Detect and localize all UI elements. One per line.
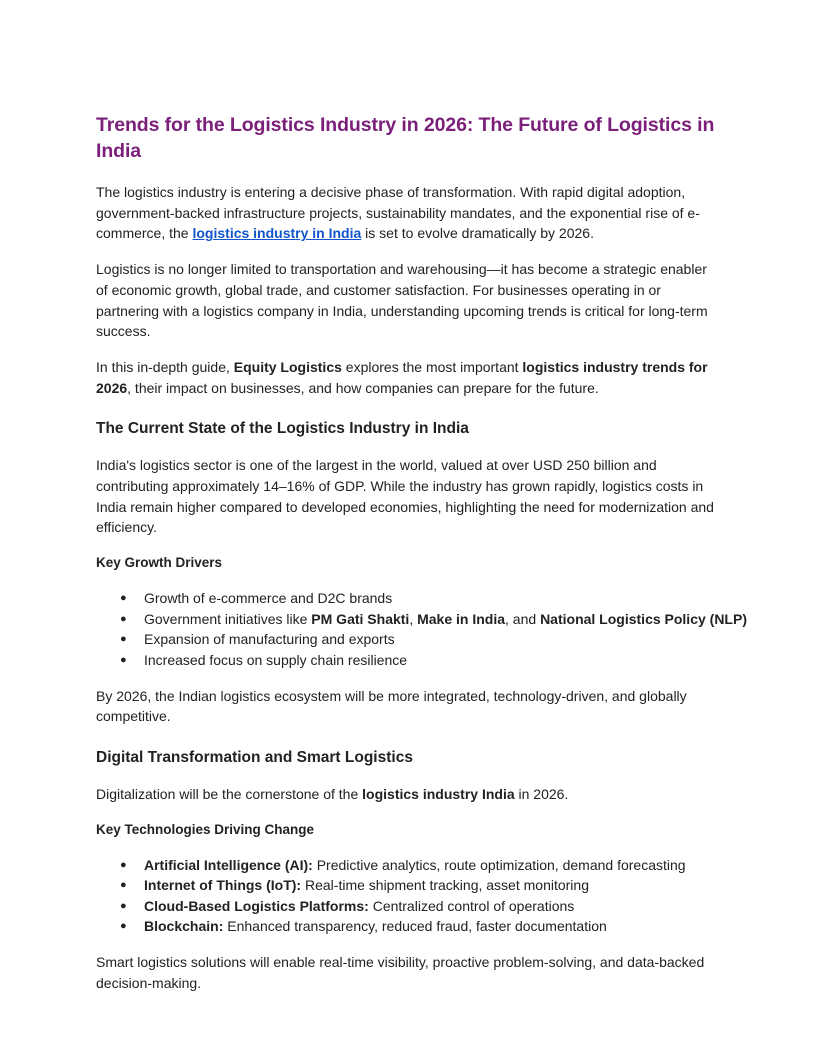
logistics-industry-india-link[interactable]: logistics industry in India <box>192 225 362 242</box>
list-item-text: Growth of e-commerce and D2C brands <box>144 590 393 607</box>
key-technologies-list <box>96 855 722 937</box>
page-title: Trends for the Logistics Industry in 2026: The Future of Logistics in India <box>96 114 715 162</box>
bold-initiative: PM Gati Shakti <box>311 610 410 627</box>
list-item-text: Increased focus on supply chain resilience <box>144 651 408 668</box>
text-run: In this in-depth guide, <box>96 358 234 375</box>
section-heading-digital-transformation: Digital Transformation and Smart Logistics <box>96 748 413 766</box>
intro-text-end: is set to evolve dramatically by 2026. <box>361 225 594 242</box>
bold-company-name: Equity Logistics <box>233 358 342 375</box>
bold-keyword: logistics industry trends for 2026 <box>96 358 708 396</box>
technology-term: Artificial Intelligence (AI): <box>144 856 313 873</box>
bullet-icon: ● <box>120 920 127 933</box>
paragraph-role-of-logistics: Logistics is no longer limited to transportation and warehousing—it has become a strategic enabler of economic growth, global trade, and customer satisfaction. For businesses operating in or partnering with a logistics company in India, understanding upcoming trends is critical for long-term success. <box>96 261 708 340</box>
bold-keyword: logistics industry India <box>362 785 515 802</box>
subheading-growth-drivers: Key Growth Drivers <box>96 555 223 571</box>
bullet-icon: ● <box>120 858 127 871</box>
growth-drivers-list <box>96 588 747 670</box>
text-run: Digitalization will be the cornerstone of the <box>96 785 363 802</box>
list-item-text: Expansion of manufacturing and exports <box>144 631 395 648</box>
list-item <box>96 629 722 650</box>
technology-term: Blockchain: <box>144 918 224 935</box>
list-item <box>96 650 722 671</box>
paragraph-current-state: India's logistics sector is one of the largest in the world, valued at over USD 250 billion and contributing approximately 14–16% of GDP. While the industry has grown rapidly, logistics costs in India remain higher compared to developed economies, highlighting the need for modernization and efficiency. <box>96 457 714 536</box>
list-item <box>96 875 722 896</box>
bold-initiative: Make in India <box>417 610 506 627</box>
technology-description: Predictive analytics, route optimization, demand forecasting <box>312 856 686 873</box>
bullet-icon: ● <box>120 899 127 912</box>
section-heading-current-state: The Current State of the Logistics Industry in India <box>96 420 469 438</box>
bullet-icon: ● <box>120 592 127 605</box>
technology-description: Centralized control of operations <box>368 897 575 914</box>
bullet-icon: ● <box>120 612 127 625</box>
text-run: explores the most important <box>341 358 523 375</box>
intro-paragraph <box>96 182 722 244</box>
paragraph-digitalization <box>96 784 722 805</box>
subheading-key-technologies: Key Technologies Driving Change <box>96 821 315 837</box>
bullet-icon: ● <box>120 633 127 646</box>
intro-text-start: The logistics industry is entering a decisive phase of transformation. With rapid digital adoption, government-backed infrastructure projects, sustainability mandates, and the exponential rise of e-commerce, the <box>96 184 700 242</box>
paragraph-2026-outlook: By 2026, the Indian logistics ecosystem will be more integrated, technology-driven, and globally competitive. <box>96 687 687 725</box>
list-item <box>96 609 747 630</box>
list-item <box>96 916 722 937</box>
text-run: , their impact on businesses, and how companies can prepare for the future. <box>127 379 599 396</box>
list-item-text: , and <box>505 610 541 627</box>
list-item <box>96 855 722 876</box>
text-run: in 2026. <box>514 785 569 802</box>
list-item <box>96 896 722 917</box>
paragraph-smart-logistics: Smart logistics solutions will enable real-time visibility, proactive problem-solving, and data-backed decision-making. <box>96 954 705 991</box>
list-item-text: , <box>409 610 418 627</box>
bold-initiative: National Logistics Policy (NLP) <box>540 610 747 627</box>
list-item-text: Government initiatives like <box>144 610 312 627</box>
paragraph-guide-intro <box>96 357 722 398</box>
technology-term: Cloud-Based Logistics Platforms: <box>144 897 369 914</box>
technology-description: Enhanced transparency, reduced fraud, faster documentation <box>223 918 607 935</box>
list-item <box>96 588 722 609</box>
technology-term: Internet of Things (IoT): <box>144 877 302 894</box>
document-page <box>96 112 747 1008</box>
bullet-icon: ● <box>120 879 127 892</box>
technology-description: Real-time shipment tracking, asset monitoring <box>301 877 589 894</box>
bullet-icon: ● <box>120 653 127 666</box>
